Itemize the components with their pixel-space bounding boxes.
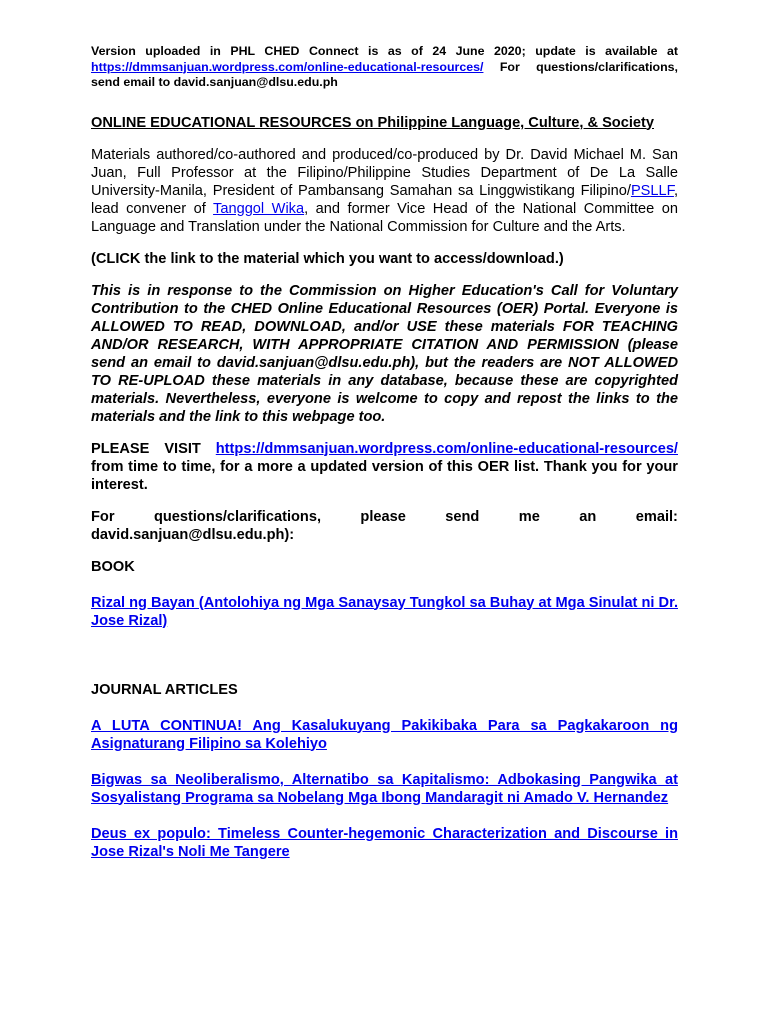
header-text: Version uploaded in PHL CHED Connect is as of 24 June 2020; update is available at xyxy=(91,44,678,58)
journal-articles-heading: JOURNAL ARTICLES xyxy=(91,681,238,698)
book-item xyxy=(91,594,678,630)
intro-text-1: Materials authored/co-authored and produced/co-produced by Dr. David Michael M. San Juan, Full Professor at the Filipino/Philippine Studies Department of De La Salle University-Manila, President of Pambansang Samahan sa Linggwistikang Filipino/ xyxy=(91,146,678,199)
book-heading: BOOK xyxy=(91,558,135,575)
visit-prefix: PLEASE VISIT xyxy=(91,440,216,457)
contact-email: david.sanjuan@dlsu.edu.ph): xyxy=(91,526,295,543)
header-website-link[interactable]: https://dmmsanjuan.wordpress.com/online-educational-resources/ xyxy=(91,59,484,74)
article-item xyxy=(91,771,678,807)
intro-text-2: , lead convener of xyxy=(91,182,678,217)
contact-line xyxy=(91,508,678,526)
article-item xyxy=(91,717,678,753)
document-page xyxy=(91,44,678,879)
click-instruction: (CLICK the link to the material which you want to access/download.) xyxy=(91,250,564,267)
article-item xyxy=(91,825,678,861)
contact-word: me xyxy=(518,508,540,525)
intro-paragraph xyxy=(91,146,678,236)
contact-word: send xyxy=(445,508,480,525)
book-link[interactable]: Rizal ng Bayan (Antolohiya ng Mga Sanaysay Tungkol sa Buhay at Mga Sinulat ni Dr. Jose Rizal) xyxy=(91,594,678,629)
contact-word: please xyxy=(360,508,406,525)
document-title: ONLINE EDUCATIONAL RESOURCES on Philippine Language, Culture, & Society xyxy=(91,114,654,131)
article-link[interactable]: Deus ex populo: Timeless Counter-hegemonic Characterization and Discourse in Jose Rizal's Noli Me Tangere xyxy=(91,825,678,860)
contact-word: email: xyxy=(635,508,678,525)
article-link[interactable]: Bigwas sa Neoliberalismo, Alternatibo sa Kapitalismo: Adbokasing Pangwika at Sosyalistang Programa sa Nobelang Mga Ibong Mandaragit ni Amado V. Hernandez xyxy=(91,771,678,806)
version-header xyxy=(91,44,678,91)
contact-paragraph xyxy=(91,508,678,544)
contact-word: questions/clarifications, xyxy=(153,508,321,525)
contact-word: For xyxy=(91,508,115,525)
visit-website-link[interactable]: https://dmmsanjuan.wordpress.com/online-educational-resources/ xyxy=(215,440,678,457)
contact-word: an xyxy=(579,508,597,525)
tanggol-wika-link[interactable]: Tanggol Wika xyxy=(213,200,305,217)
intro-text-3: , and former Vice Head of the National Committee on Language and Translation under the National Commission for Culture and the Arts. xyxy=(91,200,678,235)
psllf-link[interactable]: PSLLF xyxy=(630,182,674,199)
visit-suffix: from time to time, for a more a updated version of this OER list. Thank you for your interest. xyxy=(91,458,678,493)
visit-paragraph xyxy=(91,440,678,494)
usage-notice: This is in response to the Commission on Higher Education's Call for Voluntary Contribution to the CHED Online Educational Resources (OER) Portal. Everyone is ALLOWED TO READ, DOWNLOAD, and/or USE these materials FOR TEACHING AND/OR RESEARCH, WITH APPROPRIATE CITATION AND PERMISSION (please send an email to david.sanjuan@dlsu.edu.ph), but the readers are NOT ALLOWED TO RE-UPLOAD these materials in any database, because these are copyrighted materials. Nevertheless, everyone is welcome to copy and repost the links to the materials and the link to this webpage too. xyxy=(91,282,678,425)
header-contact-text: For questions/clarifications, send email to david.sanjuan@dlsu.edu.ph xyxy=(91,59,678,89)
article-link[interactable]: A LUTA CONTINUA! Ang Kasalukuyang Pakikibaka Para sa Pagkakaroon ng Asignaturang Filipino sa Kolehiyo xyxy=(91,717,678,752)
